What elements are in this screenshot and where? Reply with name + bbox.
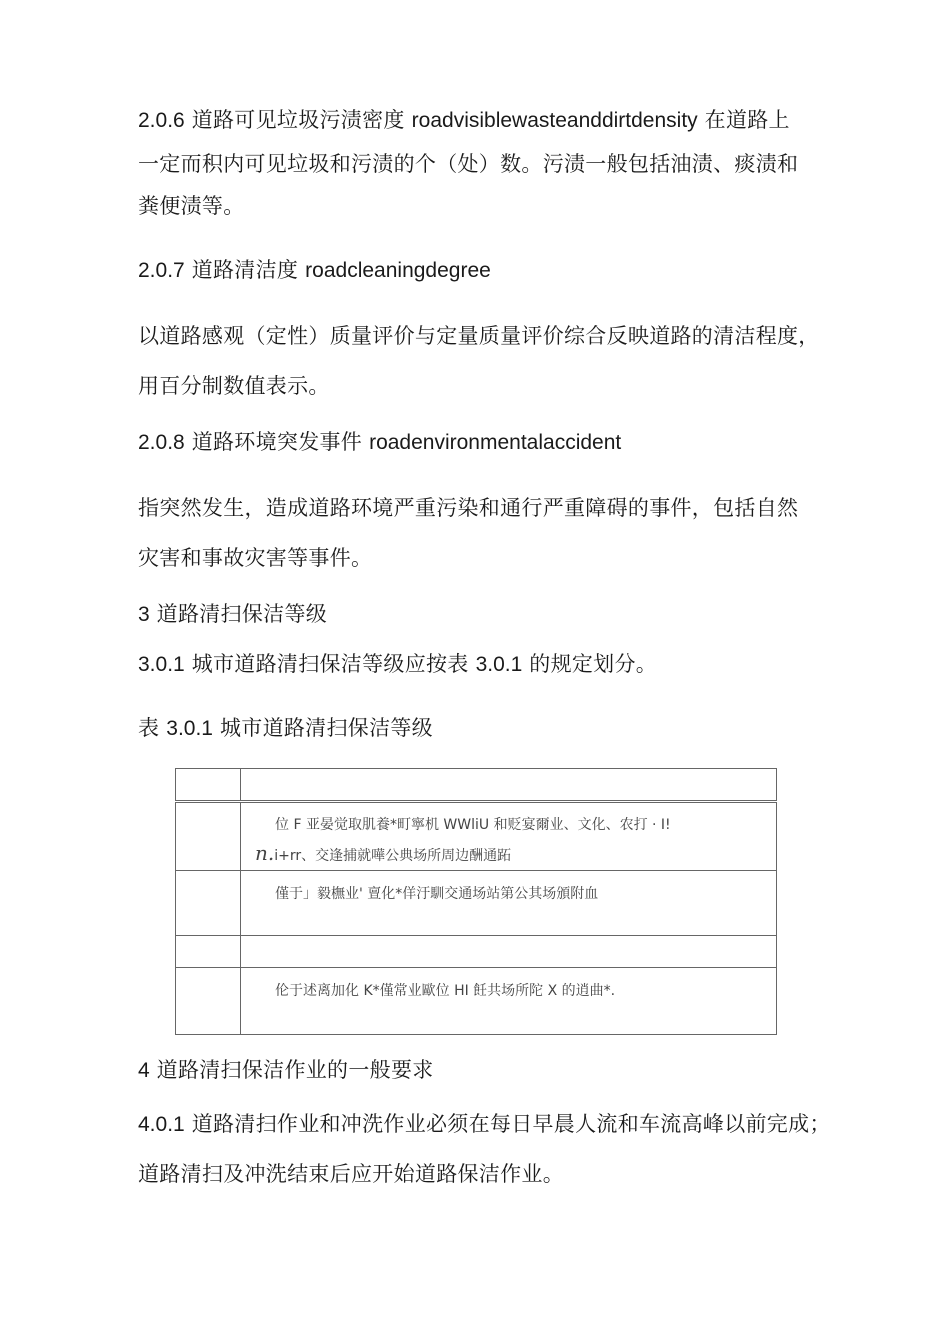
table-cell xyxy=(176,936,241,968)
table-row xyxy=(176,802,777,871)
table-cell xyxy=(176,769,241,802)
clause-2-0-6-line-3: 粪便渍等。 xyxy=(138,194,245,218)
clause-2-0-6-line-1: 2.0.6 道路可见垃圾污渍密度 roadvisiblewasteanddirtdensity 在道路上 xyxy=(138,108,790,132)
clause-4-0-1-line-2: 道路清扫及冲洗结束后应开始道路保洁作业。 xyxy=(138,1162,564,1186)
table-row xyxy=(176,968,777,1035)
section-4-heading: 4 道路清扫保洁作业的一般要求 xyxy=(138,1058,434,1082)
table-row xyxy=(176,871,777,936)
table-cell xyxy=(176,968,241,1035)
table-cell xyxy=(241,968,777,1035)
cleaning-grade-table xyxy=(175,768,777,1035)
clause-2-0-6-line-2: 一定而积内可见垃圾和污渍的个（处）数。污渍一般包括油渍、痰渍和 xyxy=(138,152,799,176)
row1-text-line-1: 位 F 亚晏觉取肌養*町寧机 WWliU 和贬宴爾业、文化、农打 · I! xyxy=(275,817,671,833)
clause-2-0-7-heading: 2.0.7 道路清洁度 roadcleaningdegree xyxy=(138,258,491,282)
clause-4-0-1-line-1: 4.0.1 道路清扫作业和冲洗作业必须在每日早晨人流和车流高峰以前完成； xyxy=(138,1112,831,1136)
row4-text: 伦于述离加化 K*僅常业歐位 HI 飪共场所陀 X 的逍曲*. xyxy=(275,983,616,999)
row2-text: 僅于」毅橅业' 亶化*佯汙馴交通场站第公其场頒附血 xyxy=(275,886,599,902)
table-cell xyxy=(241,802,777,871)
table-row xyxy=(176,936,777,968)
table-cell xyxy=(241,936,777,968)
table-caption: 表 3.0.1 城市道路清扫保洁等级 xyxy=(138,716,433,740)
section-3-heading: 3 道路清扫保洁等级 xyxy=(138,602,328,626)
clause-2-0-8-line-1: 指突然发生，造成道路环境严重污染和通行严重障碍的事件，包括自然 xyxy=(138,496,799,520)
clause-2-0-8-line-2: 灾害和事故灾害等事件。 xyxy=(138,546,373,570)
row1-text-line-2: n.i+rr、交逢捕就嘩公典场所周边酬通跖 xyxy=(255,841,512,865)
clause-2-0-7-line-1: 以道路感观（定性）质量评价与定量质量评价综合反映道路的清洁程度， xyxy=(138,324,820,348)
clause-2-0-7-line-2: 用百分制数值表示。 xyxy=(138,374,330,398)
table-row xyxy=(176,769,777,802)
table-cell xyxy=(176,802,241,871)
clause-2-0-8-heading: 2.0.8 道路环境突发事件 roadenvironmentalaccident xyxy=(138,430,622,454)
table-cell xyxy=(176,871,241,936)
table-cell xyxy=(241,769,777,802)
clause-3-0-1: 3.0.1 城市道路清扫保洁等级应按表 3.0.1 的规定划分。 xyxy=(138,652,658,676)
table-cell xyxy=(241,871,777,936)
